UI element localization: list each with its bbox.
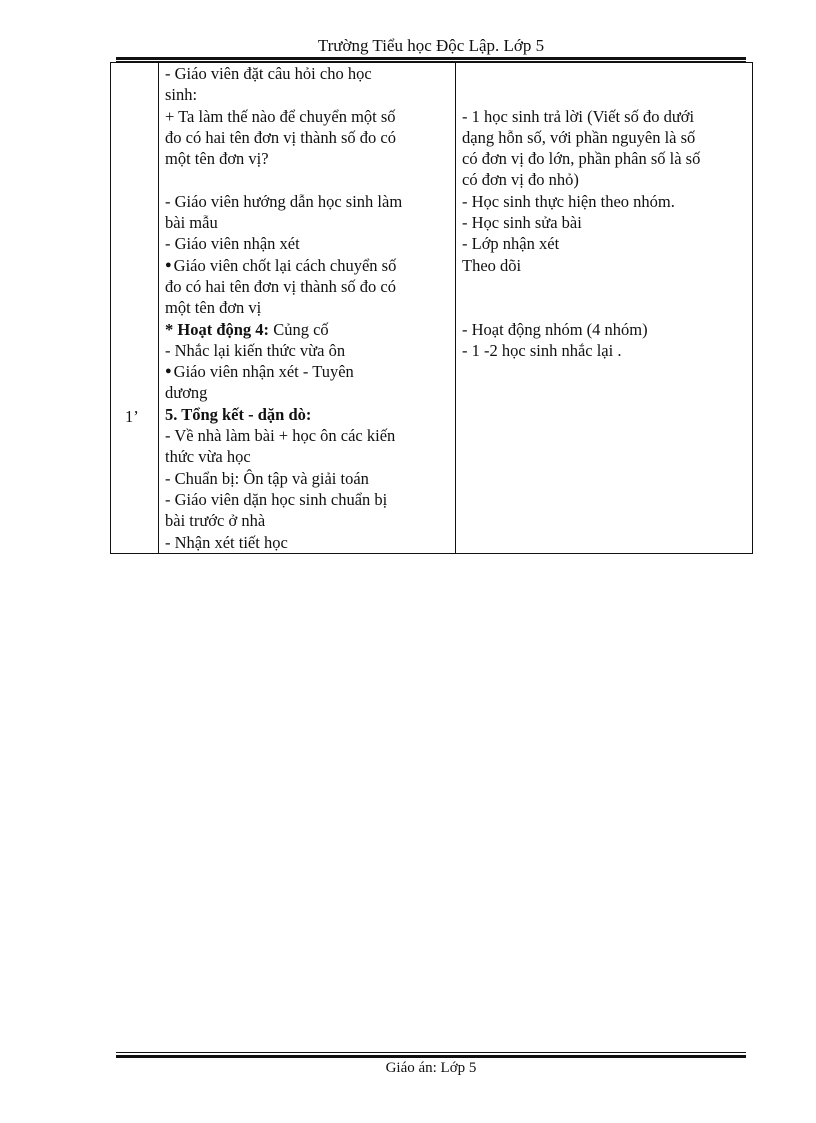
teacher-line: bài trước ở nhà [165,511,266,531]
teacher-line: dương [165,383,208,403]
lesson-table [110,62,753,554]
footer-rule-thin [116,1052,746,1053]
student-activity-column [456,63,753,554]
student-line: - 1 -2 học sinh nhắc lại . [462,340,622,360]
page-footer: Giáo án: Lớp 5 [385,1060,477,1076]
student-line: - Học sinh thực hiện theo nhóm. [462,191,675,211]
teacher-line: - Giáo viên dặn học sinh chuẩn bị [165,489,388,509]
teacher-line-bulleted: ● Giáo viên nhận xét - Tuyên [165,362,354,382]
student-line-blank [462,84,752,105]
bullet-icon: ● [165,258,172,271]
teacher-line-bulleted: ● Giáo viên chốt lại cách chuyển số [165,255,397,275]
student-line: - Hoạt động nhóm (4 nhóm) [462,319,648,339]
time-label: 1’ [125,407,139,426]
student-line: dạng hỗn số, với phần nguyên là số [462,127,696,147]
teacher-activity-column [159,63,456,554]
teacher-line: đo có hai tên đơn vị thành số đo có [165,127,396,147]
time-column [111,63,159,554]
header-rule-thick [116,57,746,60]
teacher-line: bài mẫu [165,213,218,233]
teacher-line: sinh: [165,85,198,105]
table-row [111,63,753,554]
teacher-line: đo có hai tên đơn vị thành số đo có [165,276,396,296]
page-header-title: Trường Tiểu học Độc Lập. Lớp 5 [317,36,545,55]
teacher-line: - Nhắc lại kiến thức vừa ôn [165,340,346,360]
teacher-line: một tên đơn vị [165,298,262,318]
bullet-icon: ● [165,365,172,378]
teacher-line: - Giáo viên đặt câu hỏi cho học [165,64,372,83]
teacher-line-blank [165,169,455,190]
student-line-blank [462,63,752,84]
teacher-line: - Giáo viên nhận xét [165,234,300,254]
student-line: có đơn vị đo lớn, phần phân số là số [462,149,701,169]
student-line: có đơn vị đo nhỏ) [462,170,579,190]
teacher-line: thức vừa học [165,447,251,467]
teacher-line: + Ta làm thế nào để chuyển một số [165,106,396,126]
student-line-blank [462,297,752,318]
teacher-line: - Nhận xét tiết học [165,532,288,552]
summary-heading: 5. Tổng kết - dặn dò: [165,404,312,424]
activity-4-heading: * Hoạt động 4: Củng cố [165,319,329,339]
student-line: - Học sinh sửa bài [462,213,582,233]
student-line: Theo dõi [462,255,522,275]
teacher-line: một tên đơn vị? [165,149,269,169]
teacher-line: - Giáo viên hướng dẫn học sinh làm [165,191,403,211]
student-line: - 1 học sinh trả lời (Viết số đo dưới [462,106,695,126]
teacher-line: - Về nhà làm bài + học ôn các kiến [165,426,396,446]
student-line: - Lớp nhận xét [462,234,560,254]
teacher-line: - Chuẩn bị: Ôn tập và giải toán [165,468,369,488]
student-line-blank [462,276,752,297]
